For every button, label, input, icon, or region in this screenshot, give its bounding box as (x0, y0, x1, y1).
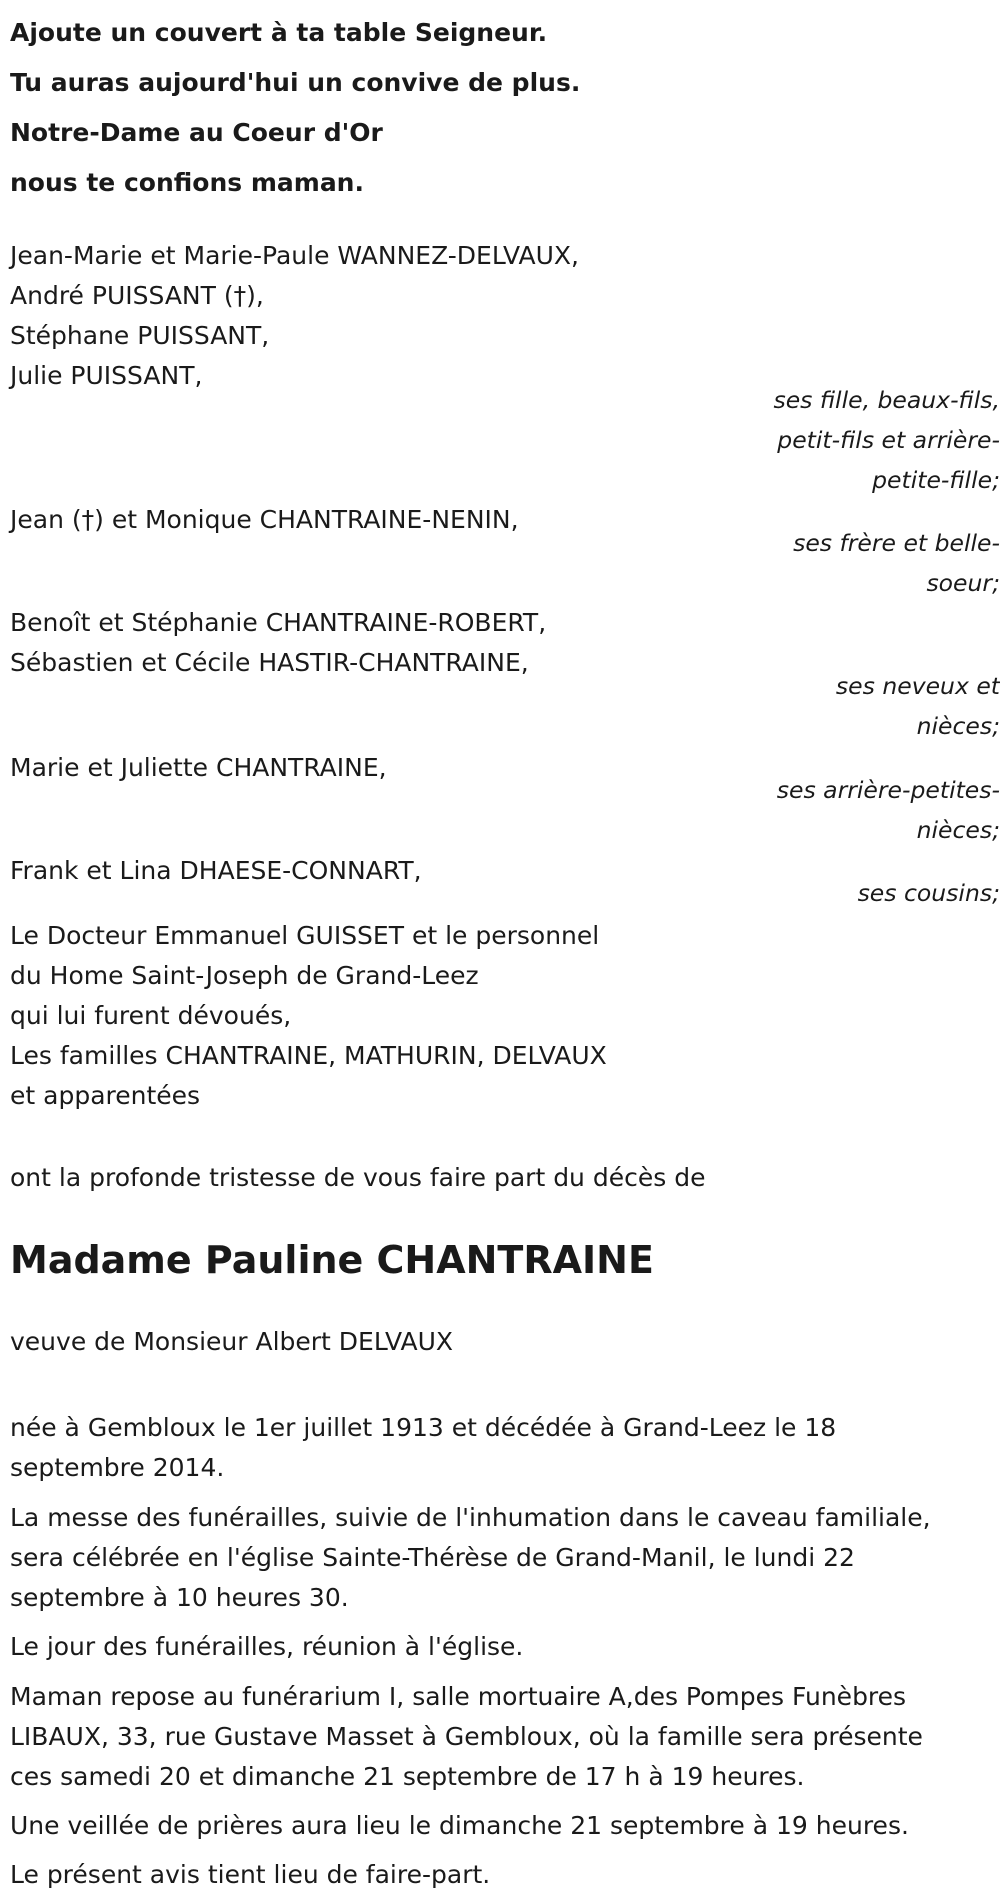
relation-line: petit-fils et arrière- (777, 426, 1000, 454)
paragraph-line: ces samedi 20 et dimanche 21 septembre de 17 h à 19 heures. (10, 1762, 805, 1791)
birth-death-paragraph (10, 1408, 1000, 1488)
nephews-relation (710, 666, 1000, 746)
paragraph-line: Maman repose au funérarium I, salle mortuaire A,des Pompes Funèbres (10, 1682, 907, 1711)
relation-line: nièces; (916, 816, 1000, 844)
poem-line: nous te confions maman. (10, 168, 364, 197)
siblings-relation (710, 523, 1000, 603)
children-names (10, 236, 710, 396)
family-name-line: Marie et Juliette CHANTRAINE, (10, 753, 387, 782)
notice-paragraph (10, 1855, 1000, 1895)
relation-line: ses cousins; (857, 879, 1000, 907)
widow-of: veuve de Monsieur Albert DELVAUX (10, 1327, 454, 1356)
paragraph-line: La messe des funérailles, suivie de l'inhumation dans le caveau familiale, (10, 1503, 931, 1532)
family-name-line: Jean-Marie et Marie-Paule WANNEZ-DELVAUX, (10, 241, 579, 270)
family-name-line: Julie PUISSANT, (10, 361, 203, 390)
paragraph-line: sera célébrée en l'église Sainte-Thérèse de Grand-Manil, le lundi 22 (10, 1543, 855, 1572)
others-line: Les familles CHANTRAINE, MATHURIN, DELVAUX (10, 1041, 607, 1070)
funeral-mass-paragraph (10, 1498, 1000, 1618)
paragraph-line: septembre 2014. (10, 1453, 225, 1482)
family-name-line: Frank et Lina DHAESE-CONNART, (10, 856, 422, 885)
others-line: et apparentées (10, 1081, 201, 1110)
relation-line: ses arrière-petites- (776, 776, 1000, 804)
meeting-paragraph (10, 1627, 1000, 1667)
family-name-line: André PUISSANT (†), (10, 281, 264, 310)
family-name-line: Benoît et Stéphanie CHANTRAINE-ROBERT, (10, 608, 547, 637)
poem-line: Ajoute un couvert à ta table Seigneur. (10, 18, 548, 47)
grandnieces-relation (710, 770, 1000, 850)
nephews-names (10, 603, 710, 683)
poem (10, 8, 710, 208)
announcement: ont la profonde tristesse de vous faire part du décès de (10, 1163, 706, 1192)
vigil-paragraph (10, 1806, 1000, 1846)
funerarium-paragraph (10, 1677, 1000, 1797)
relation-line: ses frère et belle- (793, 529, 1000, 557)
others-line: du Home Saint-Joseph de Grand-Leez (10, 961, 479, 990)
relation-line: ses neveux et (835, 672, 1000, 700)
paragraph-line: Une veillée de prières aura lieu le dimanche 21 septembre à 19 heures. (10, 1811, 909, 1840)
paragraph-line: septembre à 10 heures 30. (10, 1583, 349, 1612)
family-name-line: Jean (†) et Monique CHANTRAINE-NENIN, (10, 505, 519, 534)
deceased-name: Madame Pauline CHANTRAINE (10, 1238, 654, 1282)
siblings-names (10, 500, 710, 540)
cousins-relation (710, 873, 1000, 913)
children-relation (710, 380, 1000, 500)
others-line: Le Docteur Emmanuel GUISSET et le personnel (10, 921, 600, 950)
paragraph-line: LIBAUX, 33, rue Gustave Masset à Gembloux, où la famille sera présente (10, 1722, 923, 1751)
others-block (10, 916, 710, 1116)
grandnieces-names (10, 748, 710, 788)
poem-line: Tu auras aujourd'hui un convive de plus. (10, 68, 581, 97)
relation-line: nièces; (916, 712, 1000, 740)
relation-line: petite-fille; (872, 466, 1000, 494)
family-name-line: Stéphane PUISSANT, (10, 321, 270, 350)
cousins-names (10, 851, 710, 891)
paragraph-line: Le jour des funérailles, réunion à l'église. (10, 1632, 524, 1661)
others-line: qui lui furent dévoués, (10, 1001, 292, 1030)
paragraph-line: née à Gembloux le 1er juillet 1913 et décédée à Grand-Leez le 18 (10, 1413, 837, 1442)
family-name-line: Sébastien et Cécile HASTIR-CHANTRAINE, (10, 648, 529, 677)
relation-line: ses fille, beaux-fils, (773, 386, 1000, 414)
paragraph-line: Le présent avis tient lieu de faire-part. (10, 1860, 491, 1889)
poem-line: Notre-Dame au Coeur d'Or (10, 118, 383, 147)
relation-line: soeur; (926, 569, 1000, 597)
